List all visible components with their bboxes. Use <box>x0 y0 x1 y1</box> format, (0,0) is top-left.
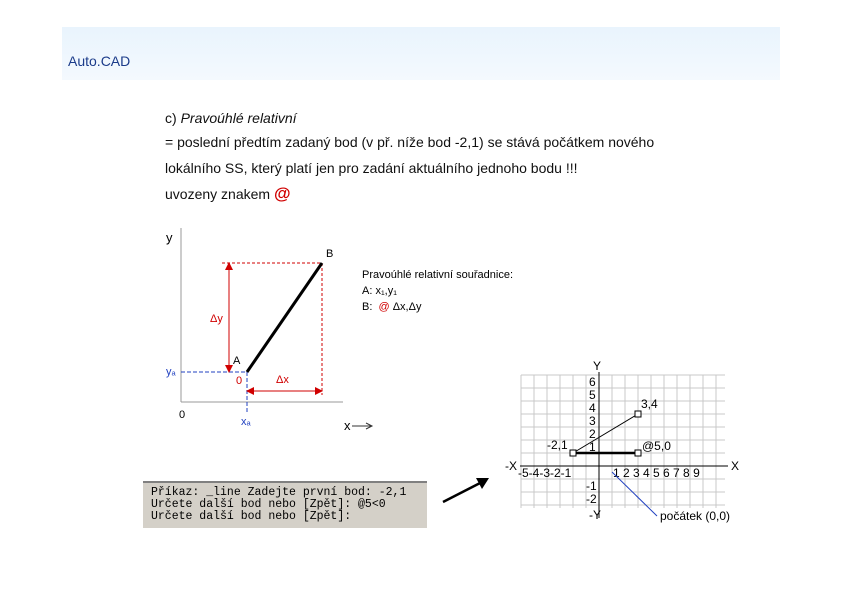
legend-b-prefix: B: <box>362 301 373 313</box>
command-line-1: Příkaz: _line Zadejte první bod: -2,1 <box>151 486 407 499</box>
y-tick: -2 <box>586 492 597 506</box>
y-tick: 5 <box>589 388 596 402</box>
y-tick: 6 <box>589 375 596 389</box>
command-line-3: Určete další bod nebo [Zpět]: <box>151 510 352 523</box>
point-start-label: -2,1 <box>547 438 568 452</box>
dy-label: Δy <box>210 313 223 325</box>
local-origin-label: 0 <box>236 375 243 387</box>
command-line-2: Určete další bod nebo [Zpět]: @5<0 <box>151 498 386 511</box>
grid-neg-y-label: -Y <box>589 508 601 522</box>
at-symbol: @ <box>273 184 291 203</box>
grid-y-label: Y <box>593 359 602 373</box>
grid-pos-x-ticks: 1 2 3 4 5 6 7 8 9 <box>613 466 700 480</box>
legend-a: A: x₁,y₁ <box>362 285 397 297</box>
text-line-2: lokálního SS, který platí jen pro zadání aktuálního jednoho bodu !!! <box>165 160 578 176</box>
grid-neg-x-ticks: -5-4-3-2-1 <box>518 466 572 480</box>
y-tick: 1 <box>589 440 596 454</box>
x-axis-label: x <box>344 418 351 433</box>
grid-neg-x-label: -X <box>505 459 517 473</box>
y-tick: -1 <box>586 479 597 493</box>
dx-label: Δx <box>276 374 289 386</box>
point-rel-label: @5,0 <box>642 439 671 453</box>
section-prefix: c) <box>165 110 177 126</box>
line-start-to-34 <box>573 414 638 453</box>
ya-label: yₐ <box>166 366 176 378</box>
legend-b-at: @ <box>378 301 390 313</box>
point-a-label: A <box>233 355 241 367</box>
point-34-label: 3,4 <box>641 397 658 411</box>
header-title: Auto.CAD <box>68 53 131 69</box>
origin-note: počátek (0,0) <box>660 509 731 523</box>
xa-label: xₐ <box>241 416 251 428</box>
y-tick: 3 <box>589 414 596 428</box>
point-34-marker <box>635 411 641 417</box>
y-tick: 2 <box>589 427 596 441</box>
legend-title: Pravoúhlé relativní souřadnice: <box>362 269 514 281</box>
text-line-1: = poslední předtím zadaný bod (v př. níže bod -2,1) se stává počátkem nového <box>165 134 655 150</box>
point-start-marker <box>570 450 576 456</box>
origin-label: 0 <box>179 409 186 421</box>
y-tick: 4 <box>589 401 596 415</box>
point-b-label: B <box>326 248 334 260</box>
grid-x-label: X <box>731 459 740 473</box>
text-line-3-label: uvozeny znakem <box>165 186 271 202</box>
legend-b-values: Δx,Δy <box>392 301 422 313</box>
y-axis-label: y <box>166 230 173 245</box>
section-title: Pravoúhlé relativní <box>180 110 297 126</box>
point-50-marker <box>635 450 641 456</box>
